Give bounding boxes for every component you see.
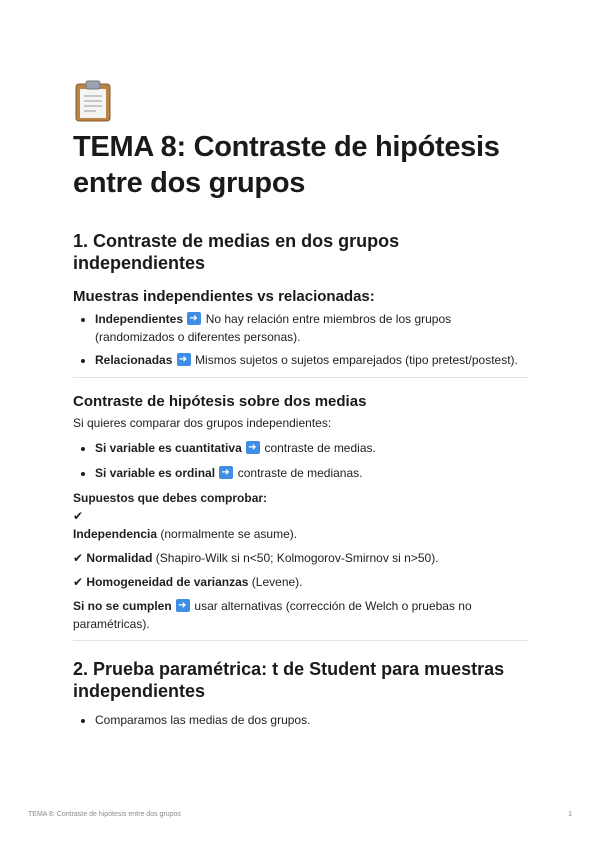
right-arrow-icon <box>177 353 191 366</box>
term-ordinal: Si variable es ordinal <box>95 466 216 480</box>
list-item <box>95 464 528 482</box>
samples-list <box>73 310 528 369</box>
intro-text: Si quieres comparar dos grupos independientes: <box>73 416 332 430</box>
assumption-term: Normalidad <box>86 551 153 565</box>
item-text: contraste de medianas. <box>237 466 363 480</box>
right-arrow-icon <box>187 312 201 325</box>
right-arrow-icon <box>246 441 260 454</box>
item-text: contraste de medias. <box>264 441 376 455</box>
term-relacionadas: Relacionadas <box>95 353 173 367</box>
item-text: Mismos sujetos o sujetos emparejados (tipo pretest/postest). <box>195 353 518 367</box>
assumptions-heading-text: Supuestos que debes comprobar: <box>73 491 268 505</box>
check-mark-icon: ✔ <box>73 575 84 589</box>
fallback-text: usar alternativas (corrección de Welch o pruebas no paramétricas). <box>73 599 472 631</box>
section-2-heading: 2. Prueba paramétrica: t de Student para muestras independientes <box>73 659 505 701</box>
assumption-independence <box>73 507 528 543</box>
list-item <box>95 439 528 457</box>
page-title: TEMA 8: Contraste de hipótesis entre dos grupos <box>73 131 500 199</box>
term-cuantitativa: Si variable es cuantitativa <box>95 441 242 455</box>
check-mark-icon: ✔ <box>73 509 84 523</box>
page-content <box>73 80 528 729</box>
fallback-term: Si no se cumplen <box>73 599 172 613</box>
right-arrow-icon <box>176 599 190 612</box>
assumption-text: (normalmente se asume). <box>160 527 298 541</box>
section-2-list <box>73 711 528 729</box>
assumption-homogeneity <box>73 573 528 591</box>
list-item <box>95 310 528 346</box>
fallback-paragraph <box>73 597 528 633</box>
footer-page-number: 1 <box>568 811 572 818</box>
assumption-term: Homogeneidad de varianzas <box>86 575 249 589</box>
subsection-means-heading: Contraste de hipótesis sobre dos medias <box>73 393 367 410</box>
list-item <box>95 351 528 369</box>
assumption-term: Independencia <box>73 527 158 541</box>
assumption-text: (Shapiro-Wilk si n<50; Kolmogorov-Smirnov si n>50). <box>155 551 439 565</box>
list-item: • Comparamos las medias de dos grupos. <box>95 711 528 729</box>
assumptions-heading <box>73 489 528 507</box>
assumption-normality <box>73 549 528 567</box>
right-arrow-icon <box>219 466 233 479</box>
item-text: No hay relación entre miembros de los grupos (randomizados o diferentes personas). <box>95 312 452 344</box>
check-mark-icon: ✔ <box>73 551 84 565</box>
assumption-text: (Levene). <box>251 575 303 589</box>
footer-title: TEMA 8: Contraste de hipótesis entre dos grupos <box>28 811 181 818</box>
subsection-samples-heading: Muestras independientes vs relacionadas: <box>73 288 375 305</box>
variable-type-list <box>73 439 528 482</box>
term-independientes: Independientes <box>95 312 184 326</box>
clipboard-icon <box>74 80 112 122</box>
section-1-heading: 1. Contraste de medias en dos grupos independientes <box>73 231 400 273</box>
